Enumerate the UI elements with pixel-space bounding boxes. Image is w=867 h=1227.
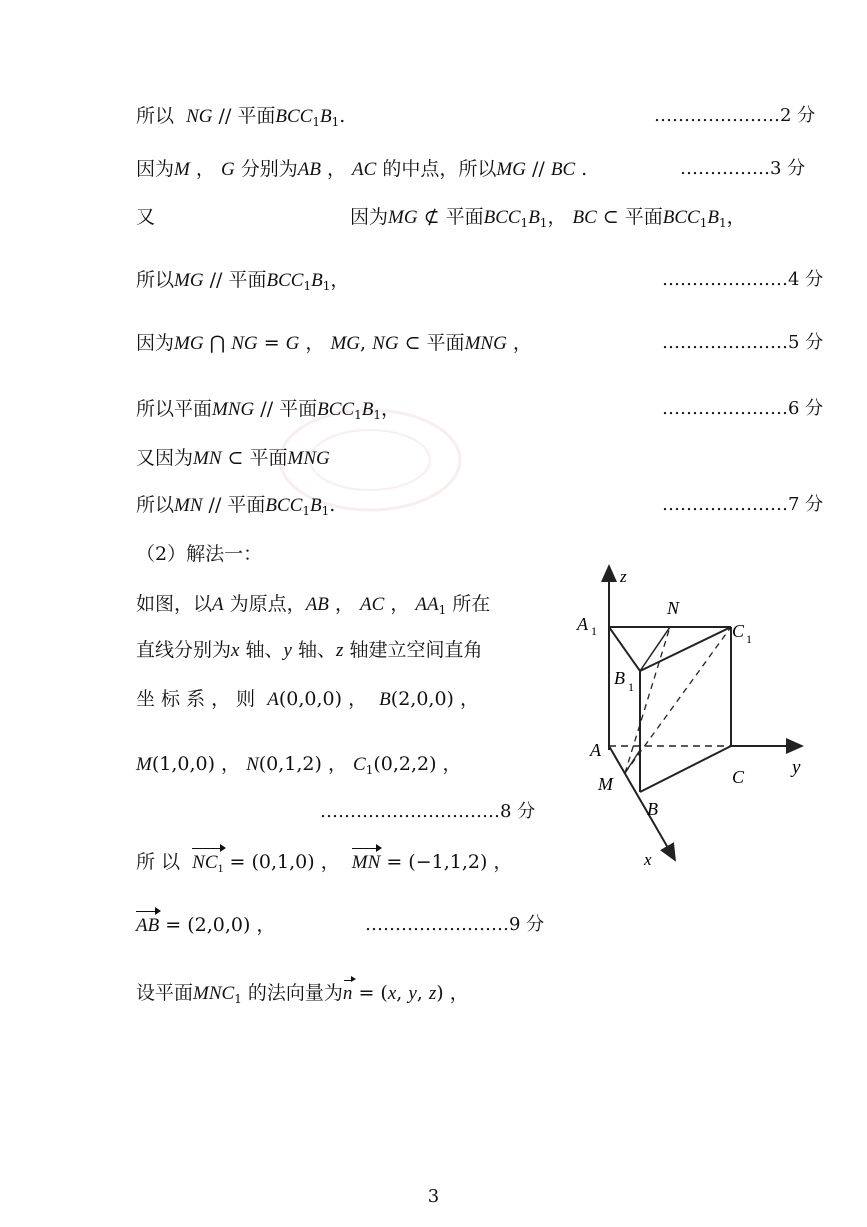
score-2: …………………2 分 [654, 105, 816, 126]
part-2-line-5: 所 以 $NC_1 = (0,1,0)$ ， MN = (−1,1,2) ， [136, 851, 513, 875]
step-line-3a: 又 [136, 206, 156, 228]
line-M-B1 [625, 750, 640, 773]
edge-B-C [640, 746, 731, 792]
label-x: x [644, 850, 652, 869]
label-C1-sub: 1 [746, 632, 752, 646]
label-N: N [667, 598, 680, 618]
dashed-M-N [625, 627, 670, 773]
part-2-line-3: 坐 标 系 ， 则 A(0,0,0) ， B(2,0,0) ， [136, 688, 479, 710]
step-line-1: 所以 NG // 平面$BCC_1B_1$. [136, 105, 346, 129]
prism-coordinate-figure [570, 560, 830, 870]
score-6: …………………6 分 [662, 398, 824, 419]
step-line-6: 所以平面MNG // 平面$BCC_1B_1$， [136, 398, 401, 422]
score-5: …………………5 分 [662, 332, 824, 353]
label-B1-sub: 1 [628, 680, 634, 694]
score-8: …………………………8 分 [320, 801, 536, 822]
step-line-8: 所以MN // 平面$BCC_1B_1$. [136, 494, 336, 518]
label-A1: A [577, 614, 588, 634]
score-3: ……………3 分 [680, 158, 806, 179]
x-axis [609, 746, 675, 860]
score-7: …………………7 分 [662, 494, 824, 515]
score-9: ……………………9 分 [365, 914, 545, 935]
part-2-heading: （2）解法一： [136, 543, 263, 565]
label-B1: B [614, 668, 625, 688]
page-number: 3 [427, 1186, 440, 1207]
part-2-line-1: 如图，以A 为原点，AB ， AC ， $AA_1$ 所在 [136, 593, 491, 617]
part-2-line-6: AB = (2,0,0) ， [136, 912, 275, 939]
step-line-7: 又因为MN ⊂ 平面MNG [136, 447, 330, 469]
label-C: C [732, 767, 745, 787]
part-2-line-2: 直线分别为x 轴、y 轴、z 轴建立空间直角 [136, 639, 483, 661]
part-2-line-4: M(1,0,0) ， N(0,1,2) ， $C_1(0,2,2)$ ， [136, 753, 462, 777]
part-2-line-7: 设平面$MNC_1$ 的法向量为n = (x, y, z) ， [136, 982, 469, 1006]
step-line-2: 因为M ， G 分别为AB ， AC 的中点，所以MG // BC . [136, 158, 588, 180]
edge-A1-B1 [609, 627, 640, 671]
label-C1: C [732, 621, 745, 641]
label-A1-sub: 1 [591, 624, 597, 638]
step-line-5: 因为MG ⋂ NG = G ， MG, NG ⊂ 平面MNG ， [136, 332, 532, 354]
edge-B1-C1 [640, 627, 731, 671]
step-line-4: 所以MG // 平面$BCC_1B_1$， [136, 269, 350, 293]
label-B: B [647, 799, 658, 819]
label-y: y [792, 757, 801, 778]
step-line-3b: 因为MG ⊄ 平面$BCC_1B_1$， BC ⊂ 平面$BCC_1B_1$， [350, 206, 746, 230]
label-A: A [590, 740, 601, 760]
score-4: …………………4 分 [662, 269, 824, 290]
label-M: M [598, 774, 613, 794]
label-z: z [620, 567, 627, 586]
